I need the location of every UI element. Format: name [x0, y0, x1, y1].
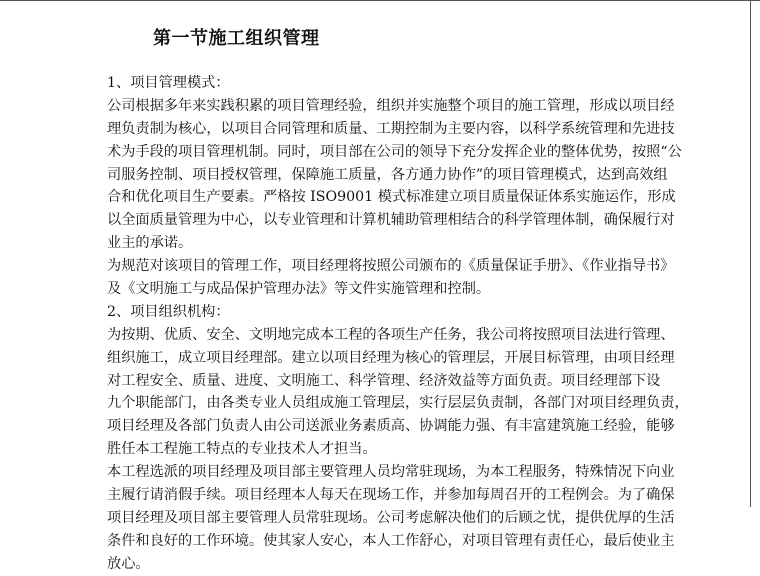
paragraph-line: 公司根据多年来实践积累的项目管理经验，组织并实施整个项目的施工管理，形成以项目经 — [107, 97, 675, 114]
heading-management-mode: 1、项目管理模式： — [107, 75, 230, 91]
paragraph-line: 条件和良好的工作环境。使其家人安心，本人工作舒心，对项目管理有责任心，最后使业主 — [107, 532, 675, 549]
paragraph-line: 主履行请消假手续。项目经理本人每天在现场工作，并参加每周召开的工程例会。为了确保 — [107, 487, 675, 504]
paragraph-line: 合和优化项目生产要素。严格按 ISO9001 模式标准建立项目质量保证体系实施运作，形成 — [107, 189, 676, 206]
paragraph-line: 以全面质量管理为中心，以专业管理和计算机辅助管理相结合的科学管理体制，确保履行对 — [107, 212, 675, 229]
paragraph-line: 放心。 — [107, 555, 150, 572]
paragraph-line: 胜任本工程施工特点的专业技术人才担当。 — [107, 441, 377, 458]
document-body — [107, 72, 689, 576]
heading-organization: 2、项目组织机构： — [107, 303, 230, 320]
paragraph-line: 项目经理及项目部主要管理人员常驻现场。公司考虑解决他们的后顾之忧，提供优厚的生活 — [107, 509, 675, 526]
paragraph-line: 项目经理及各部门负责人由公司送派业务素质高、协调能力强、有丰富建筑施工经验，能够 — [107, 418, 675, 435]
paragraph-line: 及《文明施工与成品保护管理办法》等文件实施管理和控制。 — [107, 281, 491, 298]
paragraph-line: 本工程选派的项目经理及项目部主要管理人员均常驻现场，为本工程服务，特殊情况下向业 — [107, 464, 675, 481]
paragraph-line: 对工程安全、质量、进度、文明施工、科学管理、经济效益等方面负责。项目经理部下设 — [107, 372, 661, 389]
page-right-border — [750, 0, 751, 507]
paragraph-line: 司服务控制、项目授权管理，保障施工质量，各方通力协作”的项目管理模式，达到高效组 — [107, 166, 668, 183]
paragraph-line: 组织施工，成立项目经理部。建立以项目经理为核心的管理层，开展目标管理，由项目经理 — [107, 349, 675, 366]
paragraph-line: 九个职能部门，由各类专业人员组成施工管理层，实行层层负责制，各部门对项目经理负责， — [107, 395, 689, 412]
paragraph-line: 术为手段的项目管理机制。同时，项目部在公司的领导下充分发挥企业的整体优势，按照“公 — [107, 143, 682, 160]
section-title: 第一节施工组织管理 — [153, 28, 320, 49]
paragraph-line: 为按期、优质、安全、文明地完成本工程的各项生产任务，我公司将按照项目法进行管理、 — [107, 326, 675, 343]
paragraph-line: 业主的承诺。 — [107, 235, 193, 252]
page-top-border — [0, 0, 760, 1]
paragraph-line: 理负责制为核心，以项目合同管理和质量、工期控制为主要内容，以科学系统管理和先进技 — [107, 120, 675, 137]
paragraph-line: 为规范对该项目的管理工作，项目经理将按照公司颁布的《质量保证手册》、《作业指导书》 — [107, 258, 675, 275]
